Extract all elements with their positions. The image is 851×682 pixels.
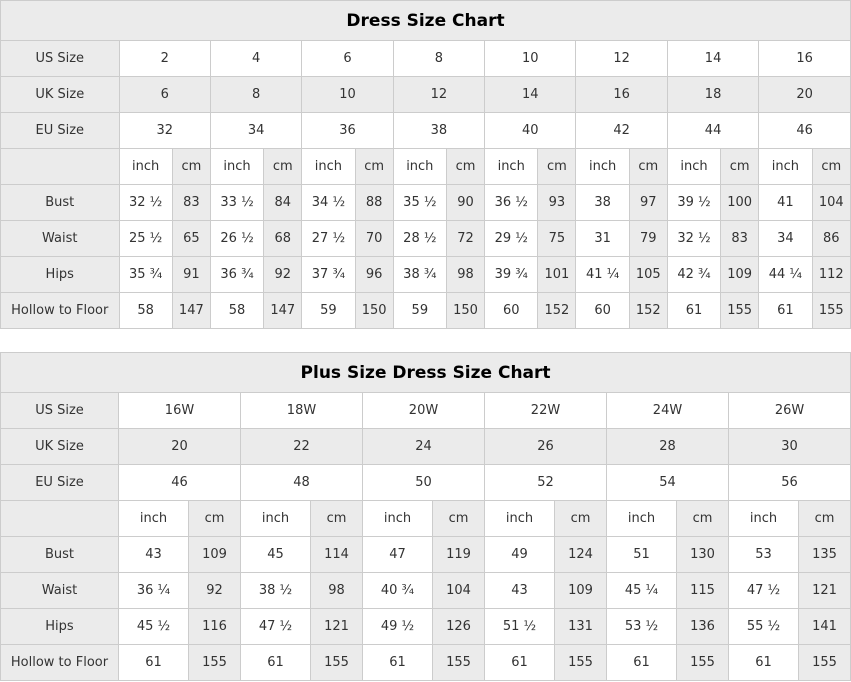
unit-inch-cell: inch	[485, 501, 555, 537]
size-value-cell: 46	[119, 465, 241, 501]
size-row-label: US Size	[1, 393, 119, 429]
unit-header-row	[1, 149, 851, 185]
measure-inch-cell: 49	[485, 537, 555, 573]
measure-cm-cell: 152	[629, 293, 667, 329]
measure-cm-cell: 65	[172, 221, 210, 257]
size-value-cell: 48	[241, 465, 363, 501]
unit-cm-cell: cm	[812, 149, 851, 185]
measure-inch-cell: 39 ¾	[485, 257, 538, 293]
size-value-cell: 24	[363, 429, 485, 465]
size-value-cell: 6	[119, 77, 210, 113]
measure-inch-cell: 49 ½	[363, 609, 433, 645]
unit-cm-cell: cm	[433, 501, 485, 537]
measure-cm-cell: 75	[538, 221, 576, 257]
unit-cm-cell: cm	[799, 501, 851, 537]
measure-cm-cell: 101	[538, 257, 576, 293]
measure-cm-cell: 90	[446, 185, 484, 221]
measure-inch-cell: 47 ½	[241, 609, 311, 645]
size-value-cell: 16W	[119, 393, 241, 429]
unit-cm-cell: cm	[721, 149, 759, 185]
measure-cm-cell: 92	[264, 257, 302, 293]
size-value-cell: 42	[576, 113, 667, 149]
size-value-cell: 34	[210, 113, 301, 149]
measure-row	[1, 573, 851, 609]
measure-cm-cell: 96	[355, 257, 393, 293]
unit-cm-cell: cm	[355, 149, 393, 185]
measure-inch-cell: 34 ½	[302, 185, 355, 221]
measure-inch-cell: 35 ½	[393, 185, 446, 221]
measure-inch-cell: 36 ¼	[119, 573, 189, 609]
unit-cm-cell: cm	[264, 149, 302, 185]
unit-cm-cell: cm	[677, 501, 729, 537]
measure-inch-cell: 29 ½	[485, 221, 538, 257]
measure-inch-cell: 27 ½	[302, 221, 355, 257]
size-value-cell: 52	[485, 465, 607, 501]
measure-cm-cell: 155	[189, 645, 241, 681]
plus-size-dress-chart-table	[0, 352, 851, 681]
measure-cm-cell: 93	[538, 185, 576, 221]
size-value-cell: 24W	[607, 393, 729, 429]
size-value-cell: 4	[210, 41, 301, 77]
size-value-cell: 8	[393, 41, 484, 77]
measure-cm-cell: 121	[311, 609, 363, 645]
measure-cm-cell: 104	[812, 185, 851, 221]
chart-title: Plus Size Dress Size Chart	[1, 353, 851, 393]
measure-row-label: Bust	[1, 537, 119, 573]
size-row	[1, 41, 851, 77]
measure-row-label: Hips	[1, 257, 120, 293]
measure-cm-cell: 97	[629, 185, 667, 221]
measure-inch-cell: 35 ¾	[119, 257, 172, 293]
measure-cm-cell: 105	[629, 257, 667, 293]
measure-cm-cell: 141	[799, 609, 851, 645]
measure-cm-cell: 98	[311, 573, 363, 609]
size-value-cell: 18W	[241, 393, 363, 429]
unit-cm-cell: cm	[538, 149, 576, 185]
size-value-cell: 26W	[729, 393, 851, 429]
unit-inch-cell: inch	[393, 149, 446, 185]
measure-inch-cell: 47 ½	[729, 573, 799, 609]
size-row-label: EU Size	[1, 113, 120, 149]
measure-cm-cell: 109	[555, 573, 607, 609]
size-value-cell: 20W	[363, 393, 485, 429]
measure-inch-cell: 61	[485, 645, 555, 681]
size-value-cell: 30	[729, 429, 851, 465]
measure-cm-cell: 98	[446, 257, 484, 293]
measure-cm-cell: 119	[433, 537, 485, 573]
measure-cm-cell: 104	[433, 573, 485, 609]
measure-cm-cell: 155	[433, 645, 485, 681]
size-row	[1, 393, 851, 429]
measure-cm-cell: 92	[189, 573, 241, 609]
measure-inch-cell: 61	[729, 645, 799, 681]
measure-inch-cell: 37 ¾	[302, 257, 355, 293]
measure-inch-cell: 43	[485, 573, 555, 609]
measure-cm-cell: 130	[677, 537, 729, 573]
unit-inch-cell: inch	[485, 149, 538, 185]
measure-row	[1, 185, 851, 221]
measure-inch-cell: 53	[729, 537, 799, 573]
unit-inch-cell: inch	[119, 149, 172, 185]
measure-inch-cell: 59	[302, 293, 355, 329]
chart-title-row	[1, 353, 851, 393]
measure-cm-cell: 70	[355, 221, 393, 257]
measure-row-label: Hollow to Floor	[1, 293, 120, 329]
measure-row	[1, 645, 851, 681]
measure-row-label: Hollow to Floor	[1, 645, 119, 681]
size-value-cell: 2	[119, 41, 210, 77]
size-row-label: UK Size	[1, 429, 119, 465]
size-value-cell: 20	[759, 77, 851, 113]
measure-inch-cell: 61	[119, 645, 189, 681]
unit-cm-cell: cm	[189, 501, 241, 537]
size-row	[1, 429, 851, 465]
size-row	[1, 77, 851, 113]
measure-cm-cell: 68	[264, 221, 302, 257]
size-value-cell: 6	[302, 41, 393, 77]
measure-cm-cell: 83	[721, 221, 759, 257]
measure-cm-cell: 152	[538, 293, 576, 329]
size-row	[1, 465, 851, 501]
measure-cm-cell: 147	[172, 293, 210, 329]
measure-cm-cell: 112	[812, 257, 851, 293]
unit-header-row	[1, 501, 851, 537]
measure-inch-cell: 51 ½	[485, 609, 555, 645]
unit-cm-cell: cm	[629, 149, 667, 185]
measure-row	[1, 257, 851, 293]
measure-cm-cell: 135	[799, 537, 851, 573]
measure-row	[1, 609, 851, 645]
unit-cm-cell: cm	[311, 501, 363, 537]
measure-cm-cell: 150	[355, 293, 393, 329]
measure-inch-cell: 51	[607, 537, 677, 573]
measure-cm-cell: 136	[677, 609, 729, 645]
measure-inch-cell: 28 ½	[393, 221, 446, 257]
measure-cm-cell: 150	[446, 293, 484, 329]
unit-inch-cell: inch	[576, 149, 629, 185]
measure-inch-cell: 58	[210, 293, 263, 329]
size-value-cell: 10	[485, 41, 576, 77]
dress-size-chart-table	[0, 0, 851, 329]
measure-inch-cell: 45 ½	[119, 609, 189, 645]
size-value-cell: 14	[485, 77, 576, 113]
measure-cm-cell: 115	[677, 573, 729, 609]
size-value-cell: 22	[241, 429, 363, 465]
measure-inch-cell: 44 ¼	[759, 257, 812, 293]
unit-inch-cell: inch	[729, 501, 799, 537]
measure-cm-cell: 84	[264, 185, 302, 221]
size-value-cell: 50	[363, 465, 485, 501]
chart-title: Dress Size Chart	[1, 1, 851, 41]
size-value-cell: 8	[210, 77, 301, 113]
measure-inch-cell: 40 ¾	[363, 573, 433, 609]
measure-inch-cell: 26 ½	[210, 221, 263, 257]
measure-cm-cell: 100	[721, 185, 759, 221]
measure-inch-cell: 61	[759, 293, 812, 329]
measure-inch-cell: 60	[485, 293, 538, 329]
unit-inch-cell: inch	[759, 149, 812, 185]
measure-inch-cell: 61	[363, 645, 433, 681]
size-row-label: UK Size	[1, 77, 120, 113]
measure-inch-cell: 60	[576, 293, 629, 329]
measure-inch-cell: 43	[119, 537, 189, 573]
measure-cm-cell: 79	[629, 221, 667, 257]
unit-cm-cell: cm	[446, 149, 484, 185]
size-value-cell: 22W	[485, 393, 607, 429]
measure-cm-cell: 116	[189, 609, 241, 645]
size-value-cell: 28	[607, 429, 729, 465]
size-value-cell: 14	[667, 41, 758, 77]
measure-inch-cell: 55 ½	[729, 609, 799, 645]
measure-inch-cell: 61	[667, 293, 720, 329]
measure-cm-cell: 72	[446, 221, 484, 257]
measure-inch-cell: 59	[393, 293, 446, 329]
measure-cm-cell: 155	[799, 645, 851, 681]
measure-inch-cell: 36 ¾	[210, 257, 263, 293]
measure-row-label: Hips	[1, 609, 119, 645]
measure-inch-cell: 61	[607, 645, 677, 681]
size-value-cell: 16	[759, 41, 851, 77]
unit-inch-cell: inch	[607, 501, 677, 537]
unit-inch-cell: inch	[667, 149, 720, 185]
size-value-cell: 32	[119, 113, 210, 149]
unit-cm-cell: cm	[172, 149, 210, 185]
measure-cm-cell: 109	[721, 257, 759, 293]
measure-inch-cell: 41	[759, 185, 812, 221]
measure-cm-cell: 88	[355, 185, 393, 221]
measure-inch-cell: 32 ½	[667, 221, 720, 257]
size-value-cell: 20	[119, 429, 241, 465]
size-value-cell: 40	[485, 113, 576, 149]
size-value-cell: 26	[485, 429, 607, 465]
measure-row	[1, 537, 851, 573]
measure-inch-cell: 45	[241, 537, 311, 573]
size-value-cell: 56	[729, 465, 851, 501]
chart-title-row	[1, 1, 851, 41]
measure-inch-cell: 42 ¾	[667, 257, 720, 293]
size-row-label: EU Size	[1, 465, 119, 501]
size-value-cell: 18	[667, 77, 758, 113]
measure-row-label: Waist	[1, 573, 119, 609]
measure-row	[1, 221, 851, 257]
charts-gap	[0, 329, 851, 352]
measure-inch-cell: 45 ¼	[607, 573, 677, 609]
measure-cm-cell: 155	[721, 293, 759, 329]
measure-inch-cell: 38 ½	[241, 573, 311, 609]
measure-inch-cell: 61	[241, 645, 311, 681]
measure-cm-cell: 155	[812, 293, 851, 329]
unit-row-label	[1, 501, 119, 537]
measure-inch-cell: 47	[363, 537, 433, 573]
measure-inch-cell: 39 ½	[667, 185, 720, 221]
measure-inch-cell: 34	[759, 221, 812, 257]
measure-cm-cell: 155	[555, 645, 607, 681]
size-value-cell: 10	[302, 77, 393, 113]
measure-row-label: Bust	[1, 185, 120, 221]
size-value-cell: 16	[576, 77, 667, 113]
measure-cm-cell: 91	[172, 257, 210, 293]
unit-inch-cell: inch	[302, 149, 355, 185]
measure-cm-cell: 83	[172, 185, 210, 221]
measure-inch-cell: 53 ½	[607, 609, 677, 645]
measure-row-label: Waist	[1, 221, 120, 257]
measure-inch-cell: 31	[576, 221, 629, 257]
unit-inch-cell: inch	[210, 149, 263, 185]
measure-cm-cell: 126	[433, 609, 485, 645]
unit-row-label	[1, 149, 120, 185]
measure-row	[1, 293, 851, 329]
size-value-cell: 36	[302, 113, 393, 149]
size-value-cell: 12	[576, 41, 667, 77]
measure-inch-cell: 32 ½	[119, 185, 172, 221]
measure-cm-cell: 114	[311, 537, 363, 573]
measure-cm-cell: 147	[264, 293, 302, 329]
measure-inch-cell: 36 ½	[485, 185, 538, 221]
unit-cm-cell: cm	[555, 501, 607, 537]
measure-cm-cell: 124	[555, 537, 607, 573]
size-row-label: US Size	[1, 41, 120, 77]
measure-cm-cell: 109	[189, 537, 241, 573]
measure-cm-cell: 131	[555, 609, 607, 645]
size-value-cell: 12	[393, 77, 484, 113]
measure-inch-cell: 41 ¼	[576, 257, 629, 293]
size-row	[1, 113, 851, 149]
size-value-cell: 38	[393, 113, 484, 149]
unit-inch-cell: inch	[119, 501, 189, 537]
measure-inch-cell: 38 ¾	[393, 257, 446, 293]
measure-cm-cell: 86	[812, 221, 851, 257]
measure-cm-cell: 155	[311, 645, 363, 681]
measure-inch-cell: 33 ½	[210, 185, 263, 221]
size-value-cell: 46	[759, 113, 851, 149]
unit-inch-cell: inch	[363, 501, 433, 537]
measure-cm-cell: 155	[677, 645, 729, 681]
size-value-cell: 44	[667, 113, 758, 149]
measure-cm-cell: 121	[799, 573, 851, 609]
measure-inch-cell: 38	[576, 185, 629, 221]
measure-inch-cell: 58	[119, 293, 172, 329]
measure-inch-cell: 25 ½	[119, 221, 172, 257]
unit-inch-cell: inch	[241, 501, 311, 537]
size-value-cell: 54	[607, 465, 729, 501]
